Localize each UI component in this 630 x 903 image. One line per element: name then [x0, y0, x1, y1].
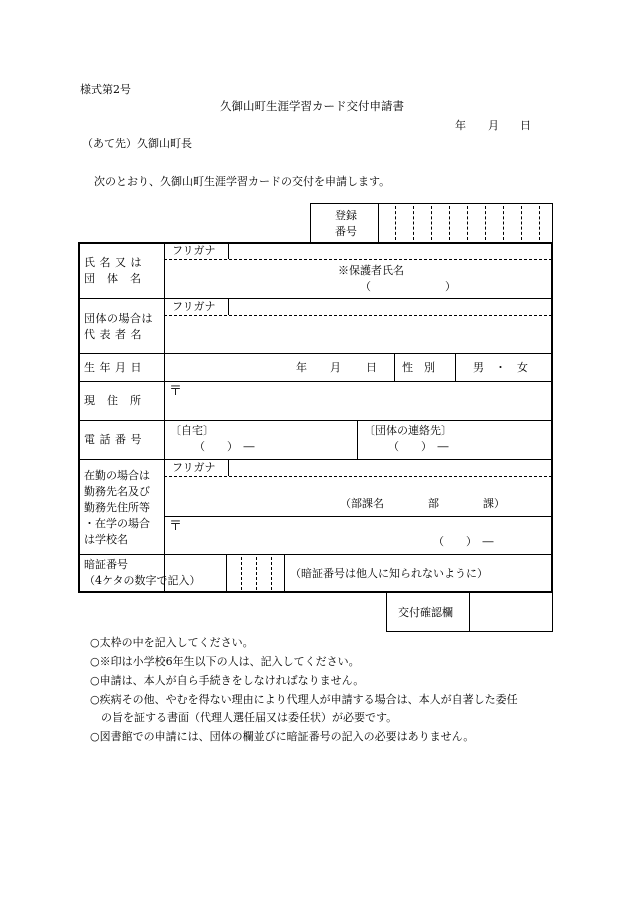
- work-phone-format: （ ） ―: [433, 535, 494, 548]
- name-label-2: 団 体 名: [84, 272, 142, 285]
- addressee: （あて先）久御山町長: [82, 137, 192, 150]
- note-4-cont: の旨を証する書面（代理人選任届又は委任状）が必要です。: [90, 711, 398, 724]
- note-5: ○図書館での申請には、団体の欄並びに暗証番号の記入の必要はありません。: [90, 730, 475, 743]
- form-title: 久御山町生涯学習カード交付申請書: [220, 99, 404, 113]
- work-postal-mark: 〒: [169, 519, 183, 534]
- pin-label-2: （4ケタの数字で記入）: [84, 574, 201, 587]
- furigana-label-work: フリガナ: [172, 461, 216, 474]
- rep-label-2: 代 表 者 名: [84, 328, 142, 341]
- work-label-5: は学校名: [84, 533, 128, 546]
- birth-month-label: 月: [330, 361, 341, 374]
- postal-mark: 〒: [169, 384, 183, 399]
- gender-label: 性 別: [402, 361, 435, 374]
- registration-label-2: 番号: [335, 225, 357, 238]
- phone-org-format: （ ） ―: [388, 440, 449, 453]
- note-1: ○太枠の中を記入してください。: [90, 636, 254, 649]
- rep-label-1: 団体の場合は: [84, 312, 153, 325]
- birth-label: 生 年 月 日: [84, 361, 142, 374]
- guardian-paren-open: （: [360, 280, 371, 293]
- department-format: （部課名 部 課）: [340, 497, 505, 510]
- work-label-4: ・在学の場合: [84, 517, 150, 530]
- address-label: 現 住 所: [84, 394, 142, 407]
- note-4: ○疾病その他、やむを得ない理由により代理人が申請する場合は、本人が自著した委任: [90, 693, 518, 706]
- pin-note: （暗証番号は他人に知られないように）: [290, 567, 488, 580]
- issuance-confirm-label: 交付確認欄: [398, 606, 453, 619]
- phone-home-format: （ ） ―: [194, 440, 255, 453]
- registration-label-1: 登録: [335, 209, 357, 222]
- birth-day-label: 日: [366, 361, 377, 374]
- note-3: ○申請は、本人が自ら手続きをしなければなりません。: [90, 674, 365, 687]
- date-day-label: 日: [520, 119, 531, 132]
- intro-text: 次のとおり、久御山町生涯学習カードの交付を申請します。: [94, 175, 391, 188]
- form-number: 様式第2号: [80, 83, 131, 96]
- work-label-2: 勤務先名及び: [84, 485, 150, 498]
- date-year-label: 年: [455, 119, 466, 132]
- guardian-name-label: ※保護者氏名: [338, 264, 404, 277]
- work-label-3: 勤務先住所等: [84, 501, 150, 514]
- birth-year-label: 年: [296, 361, 307, 374]
- phone-home-label: 〔自宅〕: [170, 424, 214, 437]
- furigana-label-rep: フリガナ: [172, 300, 216, 313]
- work-label-1: 在勤の場合は: [84, 469, 150, 482]
- furigana-label-name: フリガナ: [172, 244, 216, 257]
- note-2: ○※印は小学校6年生以下の人は、記入してください。: [90, 655, 360, 668]
- name-label-1: 氏 名 又 は: [84, 256, 142, 269]
- phone-label: 電 話 番 号: [84, 433, 142, 446]
- guardian-paren-close: ）: [445, 280, 456, 293]
- gender-options: 男 ・ 女: [473, 361, 528, 374]
- date-month-label: 月: [488, 119, 499, 132]
- phone-org-label: 〔団体の連絡先〕: [364, 424, 452, 437]
- pin-label-1: 暗証番号: [84, 558, 128, 571]
